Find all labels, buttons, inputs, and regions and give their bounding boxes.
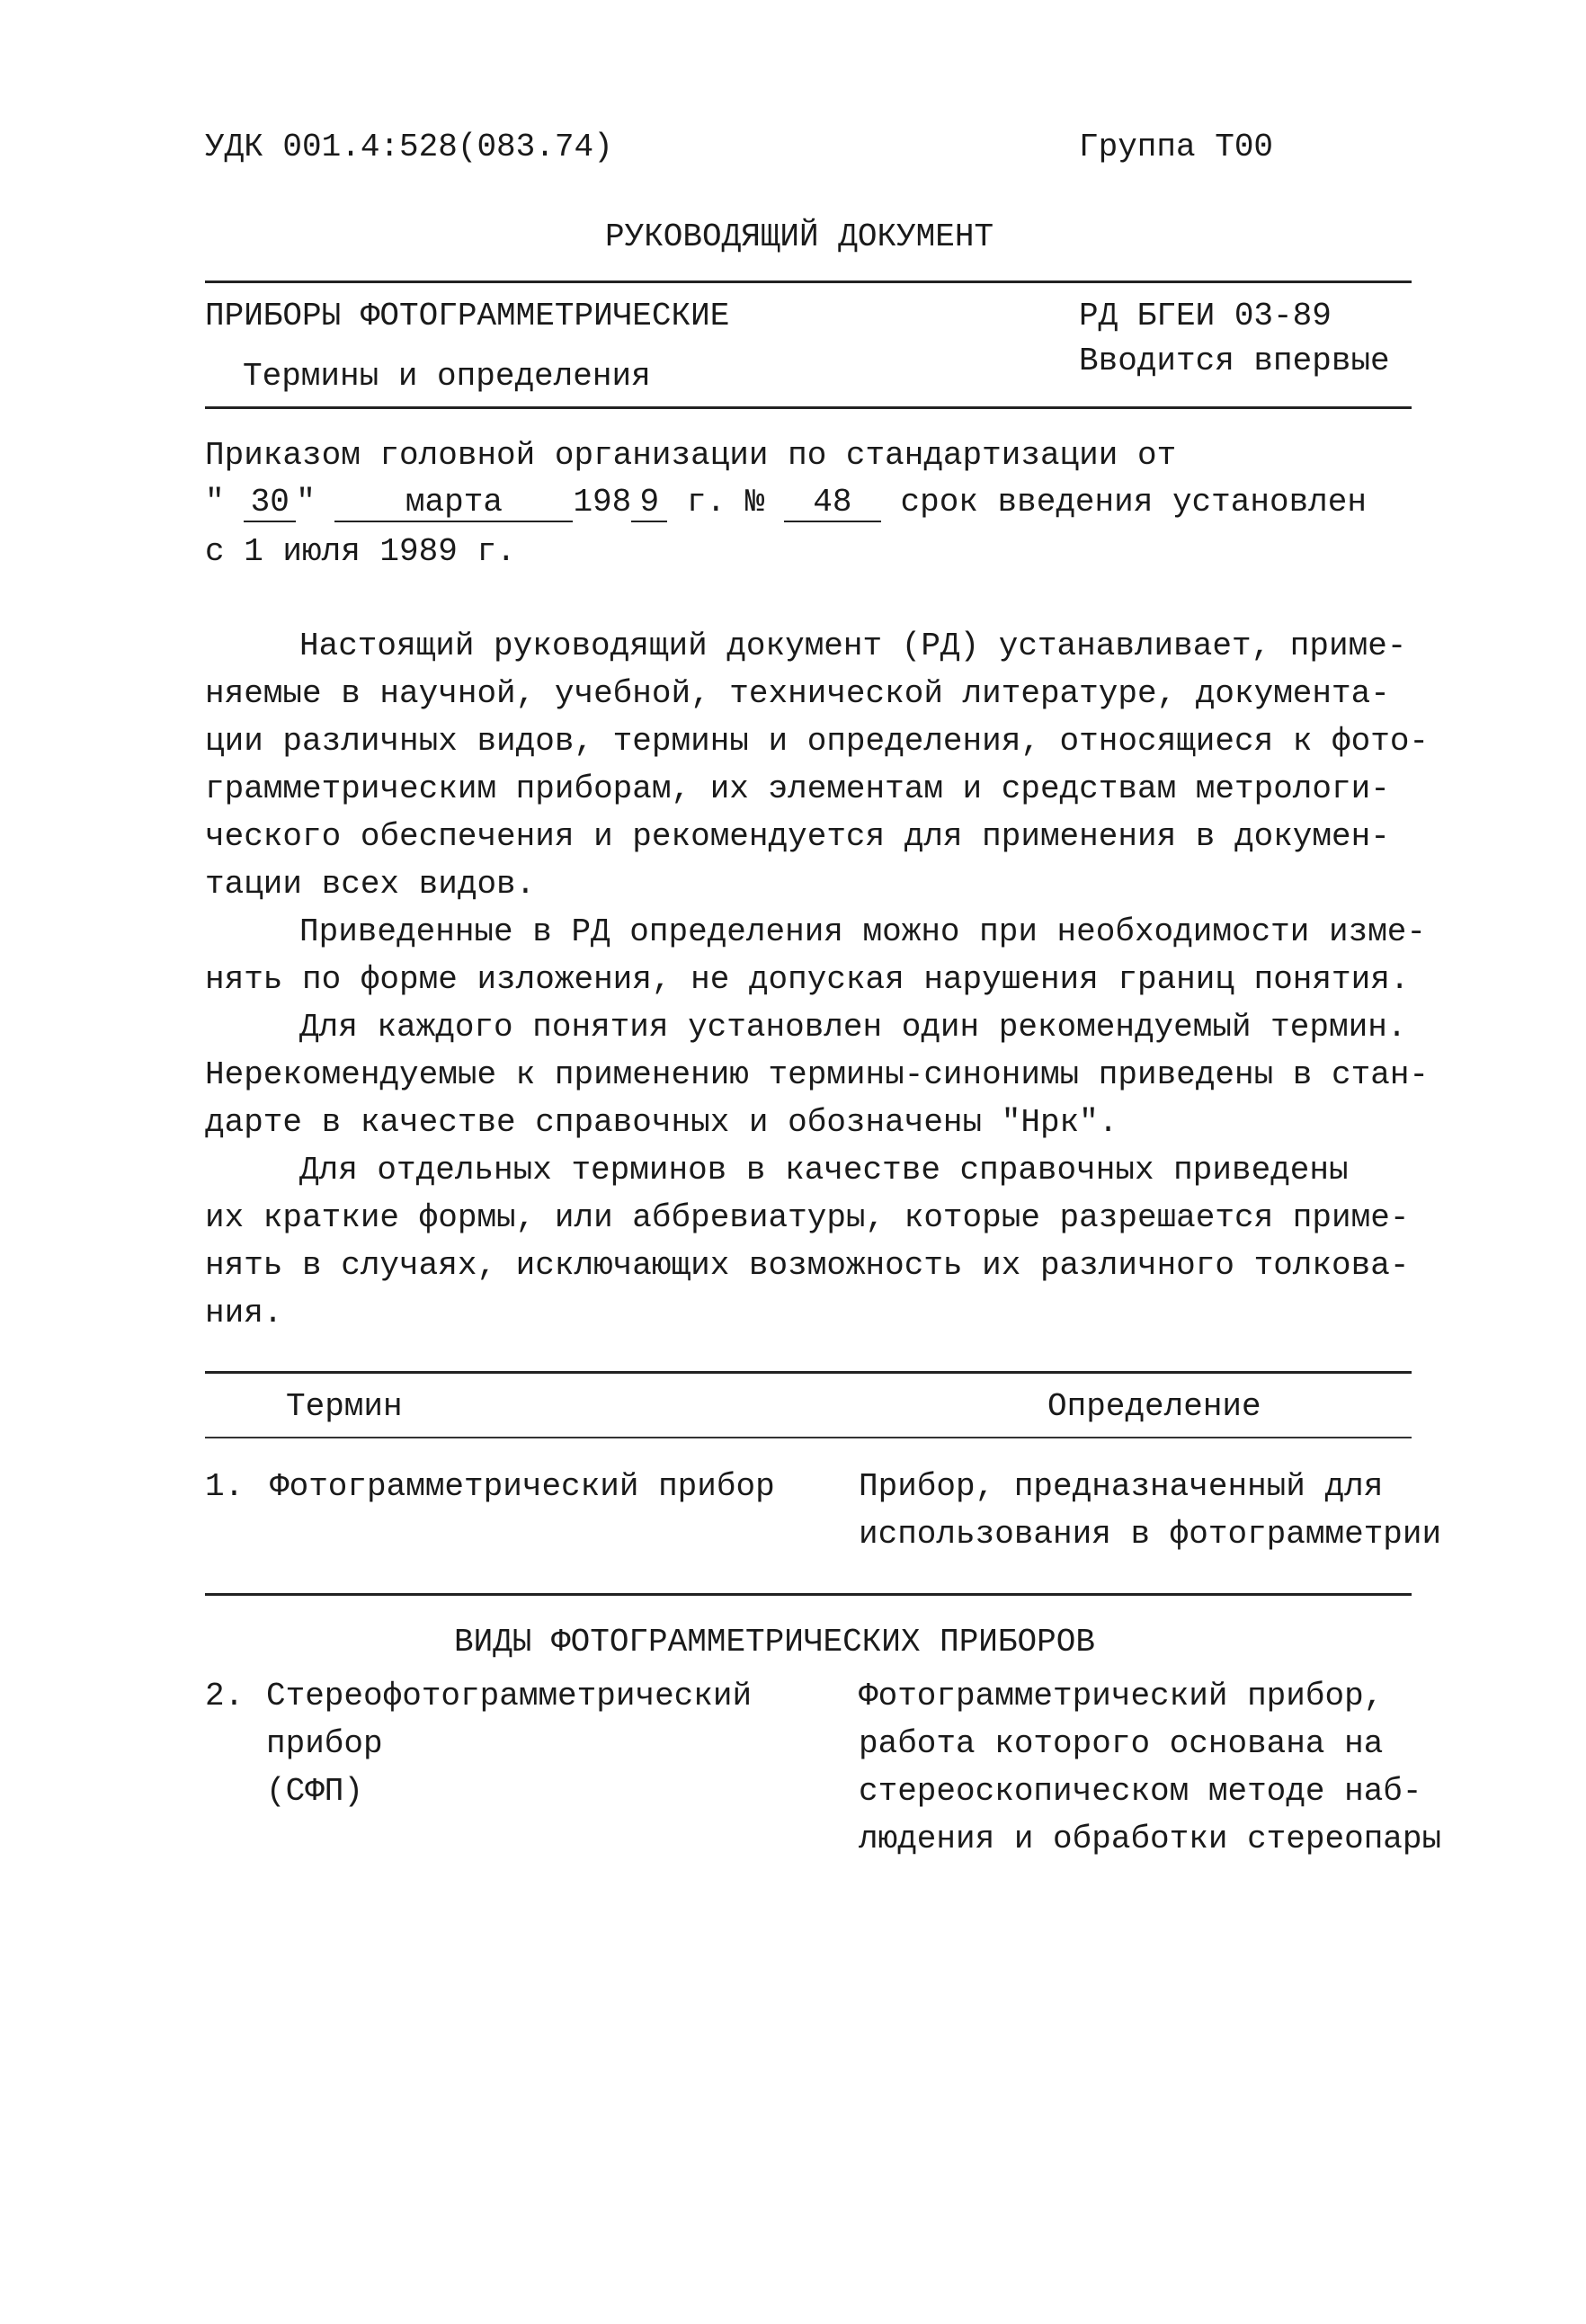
udk-code: УДК 001.4:528(083.74) bbox=[205, 129, 613, 165]
text-line: Для отдельных терминов в качестве справочных приведены bbox=[299, 1152, 1349, 1189]
term-line: прибор bbox=[266, 1725, 383, 1762]
text-line: их краткие формы, или аббревиатуры, которые разрешается приме- bbox=[205, 1199, 1410, 1236]
text-line: Приведенные в РД определения можно при необходимости изме- bbox=[299, 913, 1427, 950]
document-code: РД БГЕИ 03-89 bbox=[1079, 298, 1332, 334]
text-line: тации всех видов. bbox=[205, 866, 536, 903]
document-type: РУКОВОДЯЩИЙ ДОКУМЕНТ bbox=[605, 218, 994, 255]
definition-line: людения и обработки стереопары bbox=[859, 1821, 1442, 1857]
intro-paragraph-4 bbox=[205, 1151, 1410, 1341]
document-subtitle: Термины и определения bbox=[243, 358, 651, 395]
definition-line: использования в фотограмметрии bbox=[859, 1516, 1442, 1553]
section-rule bbox=[205, 1593, 1412, 1596]
order-line-2 bbox=[205, 483, 1367, 522]
order-day: 30 bbox=[244, 485, 296, 522]
entry-definition bbox=[859, 1467, 1441, 1563]
text-line: ции различных видов, термины и определения, относящиеся к фото- bbox=[205, 723, 1430, 760]
definition-line: стереоскопическом методе наб- bbox=[859, 1773, 1422, 1810]
intro-paragraph-3 bbox=[205, 1008, 1430, 1151]
group-code: Группа Т00 bbox=[1079, 129, 1274, 165]
term-line: Стереофотограмметрический bbox=[266, 1678, 753, 1714]
text-line: ческого обеспечения и рекомендуется для применения в докумен- bbox=[205, 818, 1390, 855]
table-top-rule bbox=[205, 1371, 1412, 1374]
document-status: Вводится впервые bbox=[1079, 343, 1390, 379]
term-line: (СФП) bbox=[266, 1773, 364, 1810]
text-line: ния. bbox=[205, 1295, 283, 1331]
order-term: срок введения установлен bbox=[900, 484, 1367, 521]
order-year-digit: 9 bbox=[631, 485, 667, 522]
column-header-term: Термин bbox=[286, 1388, 403, 1425]
term-line: Фотограмметрический прибор bbox=[270, 1468, 775, 1505]
quote-open: " bbox=[205, 484, 225, 521]
order-number-label: г. № bbox=[686, 484, 765, 521]
order-number: 48 bbox=[784, 485, 881, 522]
entry-number: 2. bbox=[205, 1678, 245, 1714]
definition-line: Фотограмметрический прибор, bbox=[859, 1678, 1384, 1714]
definition-line: работа которого основана на bbox=[859, 1725, 1384, 1762]
entry-definition bbox=[859, 1677, 1441, 1867]
entry-number: 1. bbox=[205, 1468, 245, 1505]
text-line: Для каждого понятия установлен один рекомендуемый термин. bbox=[299, 1009, 1407, 1046]
text-line: няемые в научной, учебной, технической литературе, документа- bbox=[205, 675, 1390, 712]
text-line: нять в случаях, исключающих возможность их различного толкова- bbox=[205, 1247, 1410, 1284]
column-header-definition: Определение bbox=[1047, 1388, 1261, 1425]
text-line: Нерекомендуемые к применению термины-синонимы приведены в стан- bbox=[205, 1056, 1430, 1093]
entry-term bbox=[270, 1467, 775, 1515]
quote-close: " bbox=[296, 484, 316, 521]
text-line: Настоящий руководящий документ (РД) устанавливает, приме- bbox=[299, 628, 1407, 664]
order-line-1: Приказом головной организации по стандартизации от bbox=[205, 437, 1177, 474]
section-title: ВИДЫ ФОТОГРАММЕТРИЧЕСКИХ ПРИБОРОВ bbox=[454, 1624, 1095, 1661]
text-line: грамметрическим приборам, их элементам и средствам метрологи- bbox=[205, 770, 1390, 807]
order-month: марта bbox=[334, 485, 573, 522]
text-line: дарте в качестве справочных и обозначены "Нрк". bbox=[205, 1104, 1118, 1141]
order-line-3: с 1 июля 1989 г. bbox=[205, 533, 516, 570]
table-header-rule bbox=[205, 1437, 1412, 1438]
entry-term bbox=[266, 1677, 752, 1820]
definition-line: Прибор, предназначенный для bbox=[859, 1468, 1384, 1505]
intro-paragraph-1 bbox=[205, 627, 1430, 913]
header-bottom-rule bbox=[205, 406, 1412, 409]
text-line: нять по форме изложения, не допуская нарушения границ понятия. bbox=[205, 961, 1410, 998]
order-year-prefix: 198 bbox=[573, 484, 632, 521]
header-top-rule bbox=[205, 280, 1412, 283]
document-title: ПРИБОРЫ ФОТОГРАММЕТРИЧЕСКИЕ bbox=[205, 298, 730, 334]
intro-paragraph-2 bbox=[205, 913, 1427, 1008]
